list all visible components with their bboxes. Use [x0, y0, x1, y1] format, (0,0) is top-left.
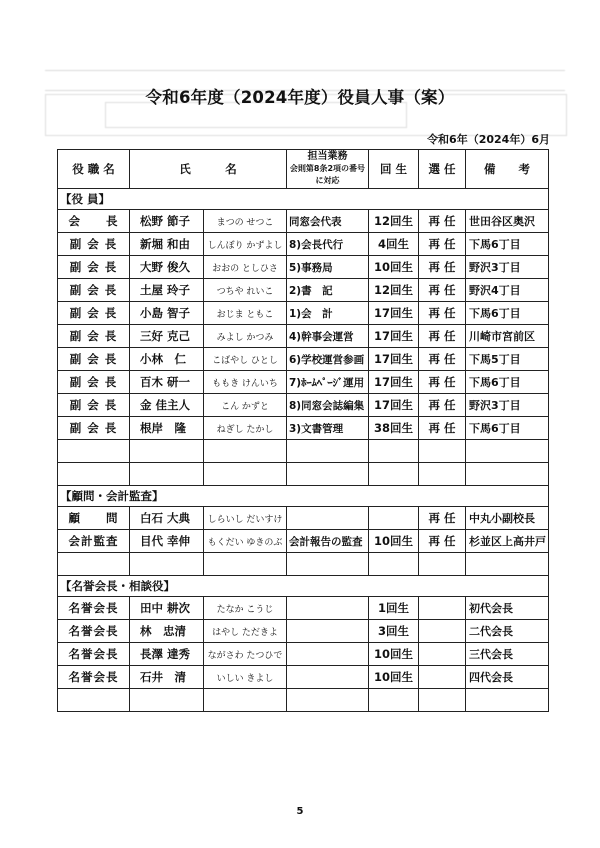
blank-cell: [130, 553, 204, 576]
duty-cell: [287, 597, 369, 620]
term-cell: 38回生: [369, 417, 419, 440]
blank-cell: [58, 553, 130, 576]
blank-cell: [369, 689, 419, 712]
term-cell: 17回生: [369, 371, 419, 394]
duty-cell: 2)書 記: [287, 279, 369, 302]
section-officers: [58, 189, 549, 210]
table-row: [58, 643, 549, 666]
term-cell: 10回生: [369, 666, 419, 689]
role-cell: 副 会 長: [58, 279, 130, 302]
blank-cell: [419, 689, 466, 712]
kana-cell: おおの としひさ: [204, 256, 287, 279]
note-cell: 下馬6丁目: [466, 302, 549, 325]
blank-cell: [130, 689, 204, 712]
term-cell: 17回生: [369, 394, 419, 417]
blank-cell: [419, 440, 466, 463]
name-cell: 長澤 達秀: [130, 643, 204, 666]
section-label: 【名誉会長・相談役】: [58, 576, 549, 597]
name-cell: 金 佳主人: [130, 394, 204, 417]
name-cell: 土屋 玲子: [130, 279, 204, 302]
blank-row: [58, 689, 549, 712]
table-row: [58, 417, 549, 440]
elect-cell: 再 任: [419, 233, 466, 256]
note-cell: 二代会長: [466, 620, 549, 643]
blank-cell: [58, 689, 130, 712]
note-cell: 三代会長: [466, 643, 549, 666]
role-cell: 副 会 長: [58, 325, 130, 348]
name-cell: 小林 仁: [130, 348, 204, 371]
elect-cell: 再 任: [419, 279, 466, 302]
elect-cell: 再 任: [419, 210, 466, 233]
blank-cell: [466, 440, 549, 463]
blank-cell: [369, 463, 419, 486]
term-cell: 10回生: [369, 530, 419, 553]
blank-cell: [369, 553, 419, 576]
term-cell: 12回生: [369, 210, 419, 233]
kana-cell: しらいし だいすけ: [204, 507, 287, 530]
note-cell: 四代会長: [466, 666, 549, 689]
name-cell: 石井 清: [130, 666, 204, 689]
elect-cell: [419, 597, 466, 620]
name-cell: 目代 幸伸: [130, 530, 204, 553]
officer-roster-table: [57, 149, 549, 712]
elect-cell: 再 任: [419, 394, 466, 417]
table-row: [58, 348, 549, 371]
note-cell: 下馬6丁目: [466, 233, 549, 256]
table-row: [58, 302, 549, 325]
blank-cell: [466, 553, 549, 576]
term-cell: 1回生: [369, 597, 419, 620]
duty-cell: [287, 620, 369, 643]
duty-cell: [287, 507, 369, 530]
role-cell: 副 会 長: [58, 417, 130, 440]
table-row: [58, 256, 549, 279]
duty-cell: 6)学校運営参画: [287, 348, 369, 371]
note-cell: 下馬6丁目: [466, 371, 549, 394]
blank-cell: [58, 440, 130, 463]
blank-row: [58, 463, 549, 486]
elect-cell: 再 任: [419, 302, 466, 325]
name-cell: 田中 耕次: [130, 597, 204, 620]
table-row: [58, 325, 549, 348]
role-cell: 名誉会長: [58, 643, 130, 666]
page-number: 5: [296, 806, 304, 817]
header-note: 備 考: [466, 150, 549, 189]
note-cell: 下馬5丁目: [466, 348, 549, 371]
table-row: [58, 620, 549, 643]
table-row: [58, 394, 549, 417]
name-cell: 新堀 和由: [130, 233, 204, 256]
term-cell: [369, 507, 419, 530]
kana-cell: まつの せつこ: [204, 210, 287, 233]
term-cell: 12回生: [369, 279, 419, 302]
duty-cell: 7)ﾎｰﾑﾍﾟｰｼﾞ運用: [287, 371, 369, 394]
role-cell: 顧 問: [58, 507, 130, 530]
term-cell: 4回生: [369, 233, 419, 256]
blank-cell: [419, 553, 466, 576]
blank-cell: [287, 553, 369, 576]
name-cell: 白石 大典: [130, 507, 204, 530]
term-cell: 17回生: [369, 348, 419, 371]
term-cell: 17回生: [369, 325, 419, 348]
duty-cell: 4)幹事会運営: [287, 325, 369, 348]
note-cell: 杉並区上高井戸: [466, 530, 549, 553]
blank-row: [58, 440, 549, 463]
kana-cell: たなか こうじ: [204, 597, 287, 620]
elect-cell: 再 任: [419, 348, 466, 371]
blank-cell: [287, 440, 369, 463]
term-cell: 10回生: [369, 643, 419, 666]
header-role: 役 職 名: [58, 150, 130, 189]
kana-cell: ねぎし たかし: [204, 417, 287, 440]
elect-cell: [419, 643, 466, 666]
role-cell: 副 会 長: [58, 348, 130, 371]
blank-cell: [287, 463, 369, 486]
kana-cell: もくだい ゆきのぶ: [204, 530, 287, 553]
header-name: 氏 名: [130, 150, 287, 189]
header-duty-sub: 会則第8条2項の番号に対応: [289, 164, 366, 185]
elect-cell: 再 任: [419, 325, 466, 348]
blank-cell: [369, 440, 419, 463]
kana-cell: みよし かつみ: [204, 325, 287, 348]
note-cell: 野沢4丁目: [466, 279, 549, 302]
blank-cell: [130, 440, 204, 463]
duty-cell: 8)会長代行: [287, 233, 369, 256]
table-header-row: [58, 150, 549, 189]
duty-cell: [287, 643, 369, 666]
elect-cell: [419, 620, 466, 643]
role-cell: 会 長: [58, 210, 130, 233]
name-cell: 小島 智子: [130, 302, 204, 325]
blank-cell: [204, 440, 287, 463]
name-cell: 松野 節子: [130, 210, 204, 233]
table-row: [58, 210, 549, 233]
role-cell: 副 会 長: [58, 256, 130, 279]
duty-cell: 同窓会代表: [287, 210, 369, 233]
note-cell: 中丸小副校長: [466, 507, 549, 530]
note-cell: 野沢3丁目: [466, 394, 549, 417]
elect-cell: 再 任: [419, 371, 466, 394]
note-cell: 下馬6丁目: [466, 417, 549, 440]
duty-cell: 1)会 計: [287, 302, 369, 325]
document-date: 令和6年（2024年）6月: [427, 133, 550, 146]
blank-cell: [204, 463, 287, 486]
elect-cell: 再 任: [419, 507, 466, 530]
table-row: [58, 530, 549, 553]
kana-cell: はやし ただきよ: [204, 620, 287, 643]
name-cell: 百木 研一: [130, 371, 204, 394]
table-row: [58, 597, 549, 620]
kana-cell: こばやし ひとし: [204, 348, 287, 371]
elect-cell: [419, 666, 466, 689]
header-duty-main: 担当業務: [307, 151, 348, 162]
role-cell: 副 会 長: [58, 394, 130, 417]
blank-cell: [130, 463, 204, 486]
duty-cell: 3)文書管理: [287, 417, 369, 440]
section-label: 【顧問・会計監査】: [58, 486, 549, 507]
name-cell: 大野 俊久: [130, 256, 204, 279]
blank-cell: [466, 463, 549, 486]
section-label: 【役 員】: [58, 189, 549, 210]
kana-cell: こん かずと: [204, 394, 287, 417]
elect-cell: 再 任: [419, 530, 466, 553]
note-cell: 川崎市宮前区: [466, 325, 549, 348]
role-cell: 名誉会長: [58, 666, 130, 689]
kana-cell: つちや れいこ: [204, 279, 287, 302]
table-row: [58, 279, 549, 302]
note-cell: 野沢3丁目: [466, 256, 549, 279]
kana-cell: ながさわ たつひで: [204, 643, 287, 666]
note-cell: 世田谷区奥沢: [466, 210, 549, 233]
role-cell: 名誉会長: [58, 597, 130, 620]
duty-cell: 8)同窓会誌編集: [287, 394, 369, 417]
blank-cell: [204, 689, 287, 712]
blank-cell: [287, 689, 369, 712]
name-cell: 根岸 隆: [130, 417, 204, 440]
page-title: 令和6年度（2024年度）役員人事（案）: [145, 88, 455, 107]
term-cell: 3回生: [369, 620, 419, 643]
header-duty: [287, 150, 369, 189]
duty-cell: [287, 666, 369, 689]
blank-cell: [204, 553, 287, 576]
role-cell: 名誉会長: [58, 620, 130, 643]
elect-cell: 再 任: [419, 256, 466, 279]
table-row: [58, 233, 549, 256]
kana-cell: ももき けんいち: [204, 371, 287, 394]
name-cell: 三好 克己: [130, 325, 204, 348]
role-cell: 副 会 長: [58, 233, 130, 256]
blank-row: [58, 553, 549, 576]
blank-cell: [419, 463, 466, 486]
duty-cell: 5)事務局: [287, 256, 369, 279]
header-term: 回 生: [369, 150, 419, 189]
term-cell: 17回生: [369, 302, 419, 325]
section-advisors: [58, 486, 549, 507]
kana-cell: おじま ともこ: [204, 302, 287, 325]
blank-cell: [58, 463, 130, 486]
table-row: [58, 666, 549, 689]
elect-cell: 再 任: [419, 417, 466, 440]
blank-cell: [466, 689, 549, 712]
kana-cell: しんぼり かずよし: [204, 233, 287, 256]
name-cell: 林 忠清: [130, 620, 204, 643]
role-cell: 副 会 長: [58, 302, 130, 325]
kana-cell: いしい きよし: [204, 666, 287, 689]
table-row: [58, 371, 549, 394]
duty-cell: 会計報告の監査: [287, 530, 369, 553]
role-cell: 会計監査: [58, 530, 130, 553]
note-cell: 初代会長: [466, 597, 549, 620]
term-cell: 10回生: [369, 256, 419, 279]
header-elect: 選 任: [419, 150, 466, 189]
role-cell: 副 会 長: [58, 371, 130, 394]
section-honorary: [58, 576, 549, 597]
table-row: [58, 507, 549, 530]
